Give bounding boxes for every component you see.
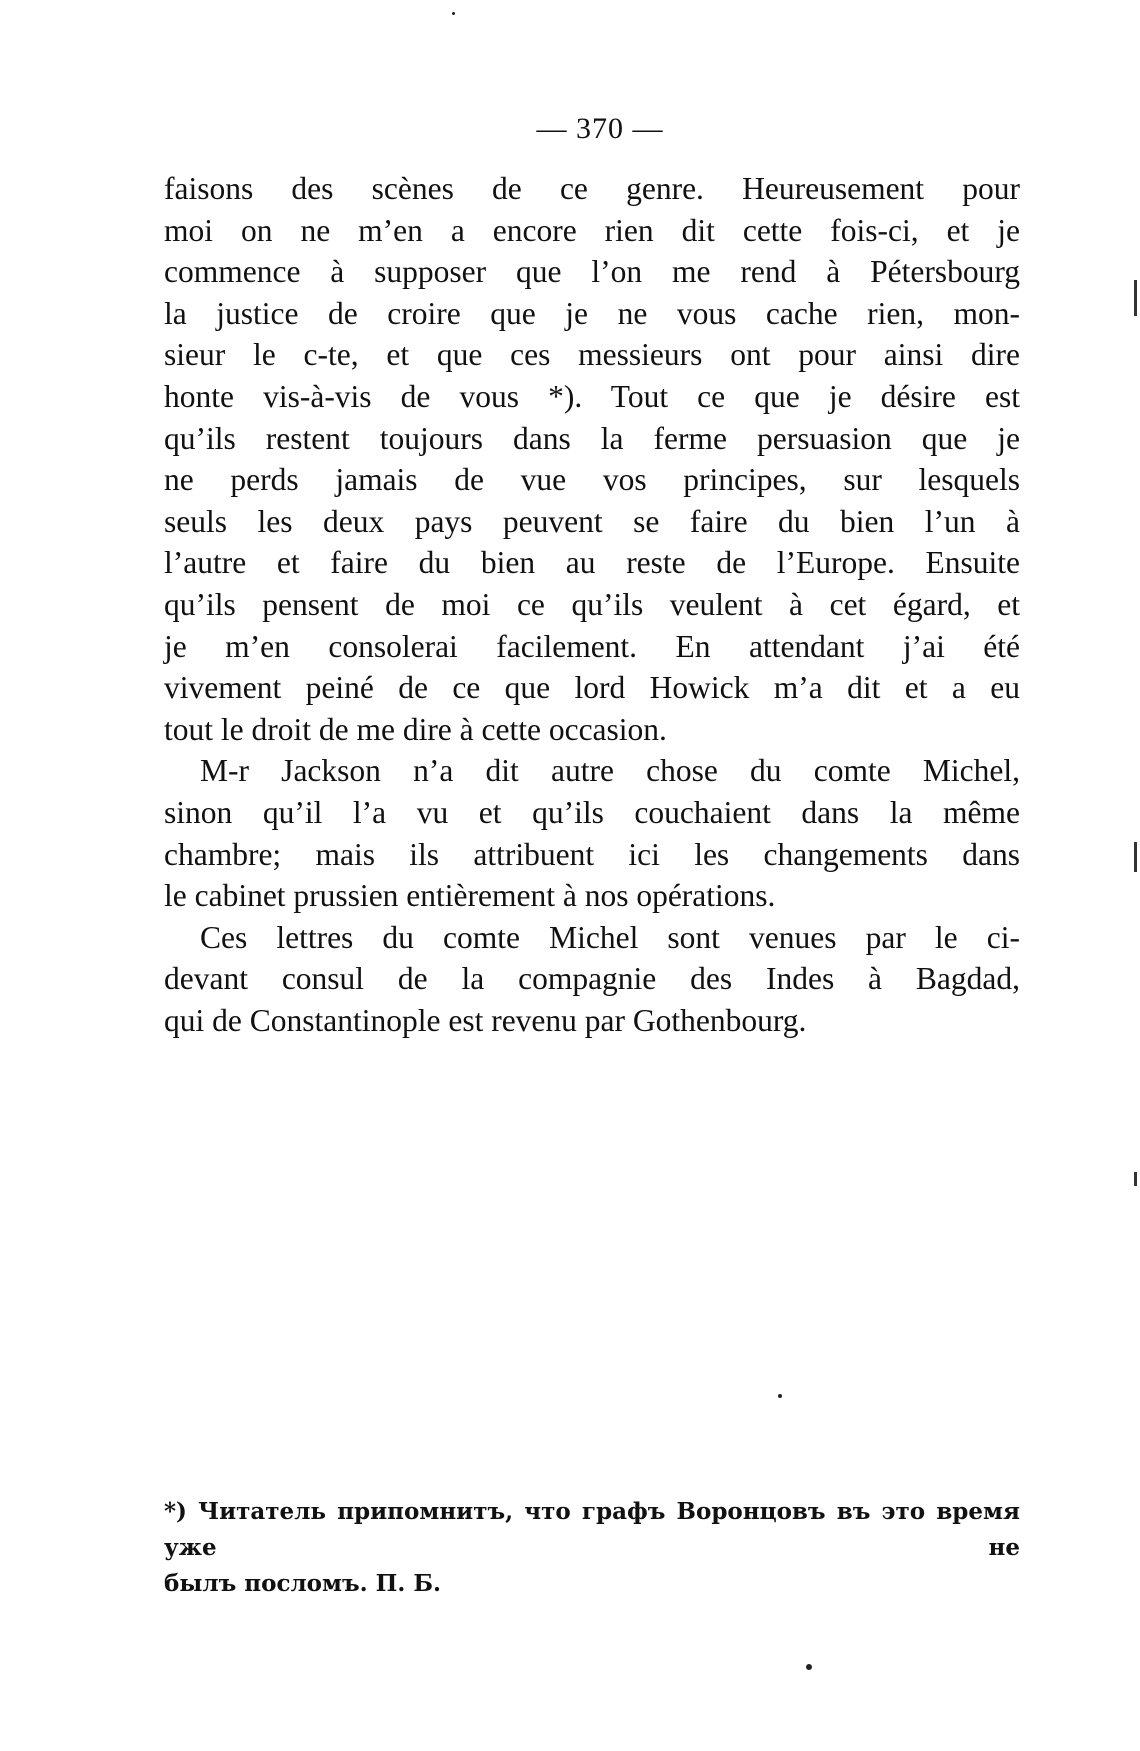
text-line: qu’ils restent toujours dans la ferme persuasion que je — [164, 420, 1020, 456]
body-text — [164, 168, 1020, 1041]
scan-edge-mark — [1134, 1172, 1137, 1186]
text-line: moi on ne m’en a encore rien dit cette fois-ci, et je — [164, 212, 1020, 248]
text-line: seuls les deux pays peuvent se faire du bien l’un à — [164, 503, 1020, 539]
text-line: ne perds jamais de vue vos principes, sur lesquels — [164, 462, 1020, 498]
scan-speck — [452, 12, 455, 15]
scan-edge-mark — [1134, 842, 1137, 872]
text-line: la justice de croire que je ne vous cache rien, mon- — [164, 295, 1020, 331]
paragraph-3 — [164, 917, 1020, 1042]
text-line: honte vis-à-vis de vous *). Tout ce que je désire est — [164, 378, 1020, 414]
text-line: chambre; mais ils attribuent ici les changements dans — [164, 836, 1020, 872]
text-line: devant consul de la compagnie des Indes à Bagdad, — [164, 961, 1020, 997]
scan-speck — [806, 1664, 812, 1670]
text-line: vivement peiné de ce que lord Howick m’a dit et a eu — [164, 670, 1020, 706]
text-line: le cabinet prussien entièrement à nos opérations. — [164, 878, 776, 914]
footnote-line: былъ посломъ. П. Б. — [164, 1570, 442, 1597]
footnote-line: *) Читатель припомнитъ, что графъ Воронцовъ въ это время уже не — [164, 1498, 1020, 1561]
scan-speck — [778, 1394, 782, 1398]
scan-edge-mark — [1134, 280, 1137, 316]
text-line: tout le droit de me dire à cette occasion. — [164, 711, 667, 747]
text-line: Ces lettres du comte Michel sont venues par le ci- — [200, 919, 1020, 955]
text-line: sinon qu’il l’a vu et qu’ils couchaient dans la même — [164, 794, 1020, 830]
text-line: faisons des scènes de ce genre. Heureusement pour — [164, 171, 1020, 206]
page-number: — 370 — — [536, 112, 664, 145]
text-line: commence à supposer que l’on me rend à Pétersbourg — [164, 254, 1020, 290]
footnote — [164, 1494, 1020, 1602]
text-line: sieur le c-te, et que ces messieurs ont pour ainsi dire — [164, 337, 1020, 373]
text-line: M-r Jackson n’a dit autre chose du comte Michel, — [200, 753, 1020, 789]
text-line: je m’en consolerai facilement. En attendant j’ai été — [164, 628, 1020, 664]
paragraph-2 — [164, 750, 1020, 916]
paragraph-1 — [164, 168, 1020, 750]
text-line: qui de Constantinople est revenu par Gothenbourg. — [164, 1002, 807, 1038]
text-line: l’autre et faire du bien au reste de l’Europe. Ensuite — [164, 545, 1020, 581]
text-line: qu’ils pensent de moi ce qu’ils veulent à cet égard, et — [164, 586, 1020, 622]
